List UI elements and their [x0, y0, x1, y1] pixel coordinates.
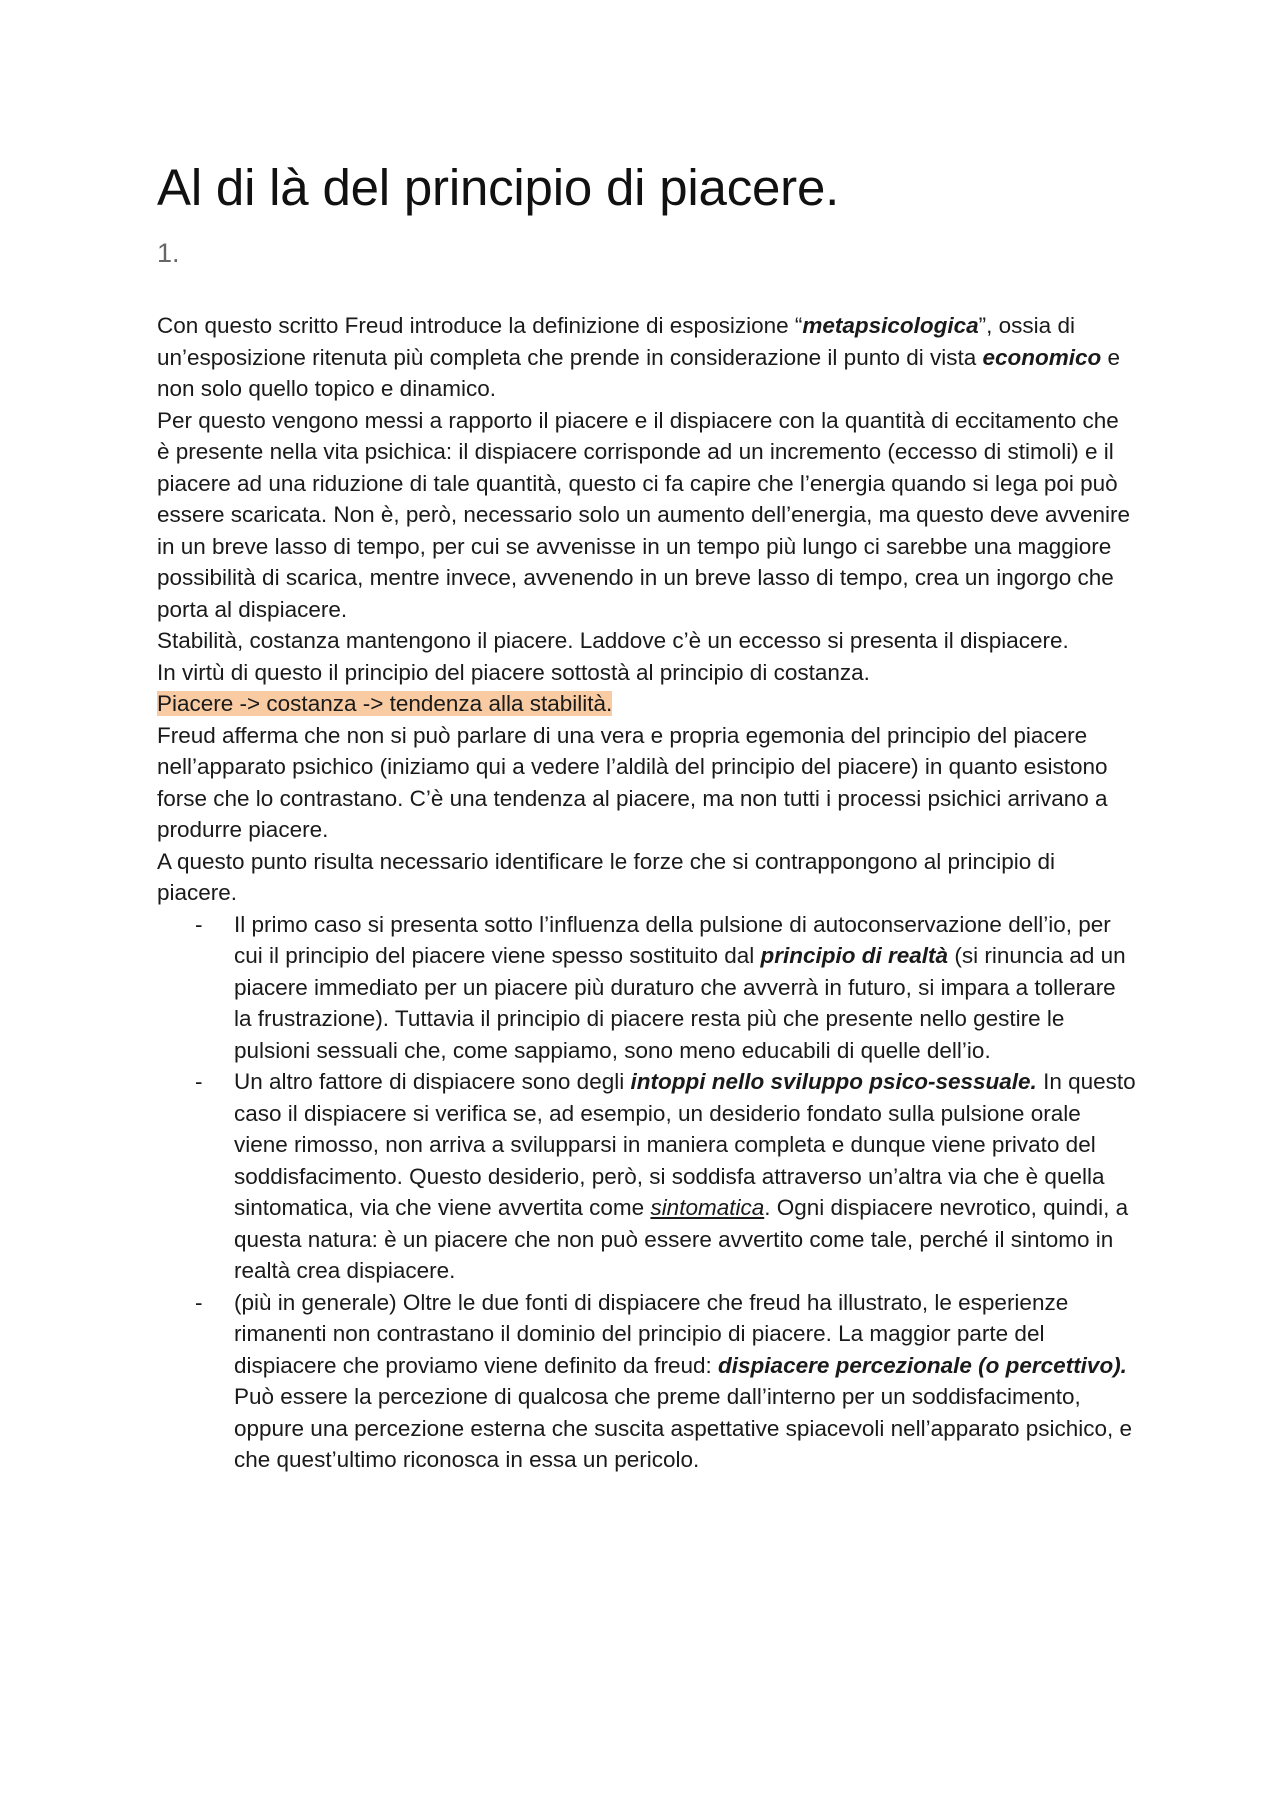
paragraph-forces: A questo punto risulta necessario identificare le forze che si contrappongono al principio di piacere. — [157, 848, 1056, 905]
bullet-dash: - — [195, 1069, 203, 1094]
document-page — [157, 158, 1137, 1476]
term-economico: economico — [982, 344, 1102, 370]
paragraph-constancy: In virtù di questo il principio del piacere sottostà al principio di costanza. — [157, 659, 870, 685]
document-body — [157, 310, 1137, 1476]
highlight: Piacere -> costanza -> tendenza alla stabilità. — [157, 691, 613, 716]
highlighted-line — [157, 688, 1137, 720]
bullet-dash: - — [195, 911, 203, 937]
term-sintomatica: sintomatica — [650, 1195, 765, 1220]
dash-list — [157, 909, 1137, 1476]
term-principio-di-realta: principio di realtà — [760, 943, 949, 968]
bullet-dash: - — [195, 1289, 203, 1315]
intro-paragraph: Con questo scritto Freud introduce la definizione di esposizione “metapsicologica”, ossia di un’esposizione ritenuta più completa che prende in considerazione il punto di vista economico e non solo quello topico e dinamico. — [157, 313, 1121, 401]
list-item: - Il primo caso si presenta sotto l’influenza della pulsione di autoconservazione dell’io, per cui il principio del piacere viene spesso sostituito dal principio di realtà (si rinuncia ad un piacere immediato per un piacere più duraturo che avverrà in futuro, si impara a tollerare la frustrazione). Tuttavia il principio di piacere resta più che presente nello gestire le pulsioni sessuali che, come sappiamo, sono meno educabili di quelle dell’io. — [157, 909, 1137, 1067]
list-item: - Un altro fattore di dispiacere sono degli intoppi nello sviluppo psico-sessuale. In questo caso il dispiacere si verifica se, ad esempio, un desiderio fondato sulla pulsione orale viene rimosso, non arriva a svilupparsi in maniera completa e dunque viene privato del soddisfacimento. Questo desiderio, però, si soddisfa attraverso un’altra via che è quella sintomatica, via che viene avvertita come sintomatica. Ogni dispiacere nevrotico, quindi, a questa natura: è un piacere che non può essere avvertito come tale, perché il sintomo in realtà crea dispiacere. — [157, 1066, 1137, 1287]
list-item: - (più in generale) Oltre le due fonti di dispiacere che freud ha illustrato, le esperienze rimanenti non contrastano il dominio del principio di piacere. La maggior parte del dispiacere che proviamo viene definito da freud: dispiacere percezionale (o percettivo). Può essere la percezione di qualcosa che preme dall’interno per un soddisfacimento, oppure una percezione esterna che suscita aspettative spiacevoli nell’apparato psichico, e che quest’ultimo riconosca in essa un pericolo. — [157, 1287, 1137, 1476]
paragraph-stability: Stabilità, costanza mantengono il piacere. Laddove c’è un eccesso si presenta il dispiacere. — [157, 628, 1069, 653]
term-metapsicologica: metapsicologica — [802, 313, 979, 338]
paragraph-quantity: Per questo vengono messi a rapporto il piacere e il dispiacere con la quantità di eccitamento che è presente nella vita psichica: il dispiacere corrisponde ad un incremento (eccesso di stimoli) e il piacere ad una riduzione di tale quantità, questo ci fa capire che l’energia quando si lega poi può essere scaricata. Non è, però, necessario solo un aumento dell’energia, ma questo deve avvenire in un breve lasso di tempo, per cui se avvenisse in un tempo più lungo ci sarebbe una maggiore possibilità di scarica, mentre invece, avvenendo in un breve lasso di tempo, crea un ingorgo che porta al dispiacere. — [157, 407, 1131, 622]
term-intoppi: intoppi nello sviluppo psico-sessuale. — [630, 1069, 1037, 1094]
section-number: 1. — [157, 238, 180, 268]
paragraph-hegemony: Freud afferma che non si può parlare di una vera e propria egemonia del principio del piacere nell’apparato psichico (iniziamo qui a vedere l’aldilà del principio del piacere) in quanto esistono forse che lo contrastano. C’è una tendenza al piacere, ma non tutti i processi psichici arrivano a produrre piacere. — [157, 722, 1108, 842]
term-dispiacere-percezionale: dispiacere percezionale (o percettivo). — [718, 1352, 1127, 1378]
page-title: Al di là del principio di piacere. — [157, 159, 840, 216]
